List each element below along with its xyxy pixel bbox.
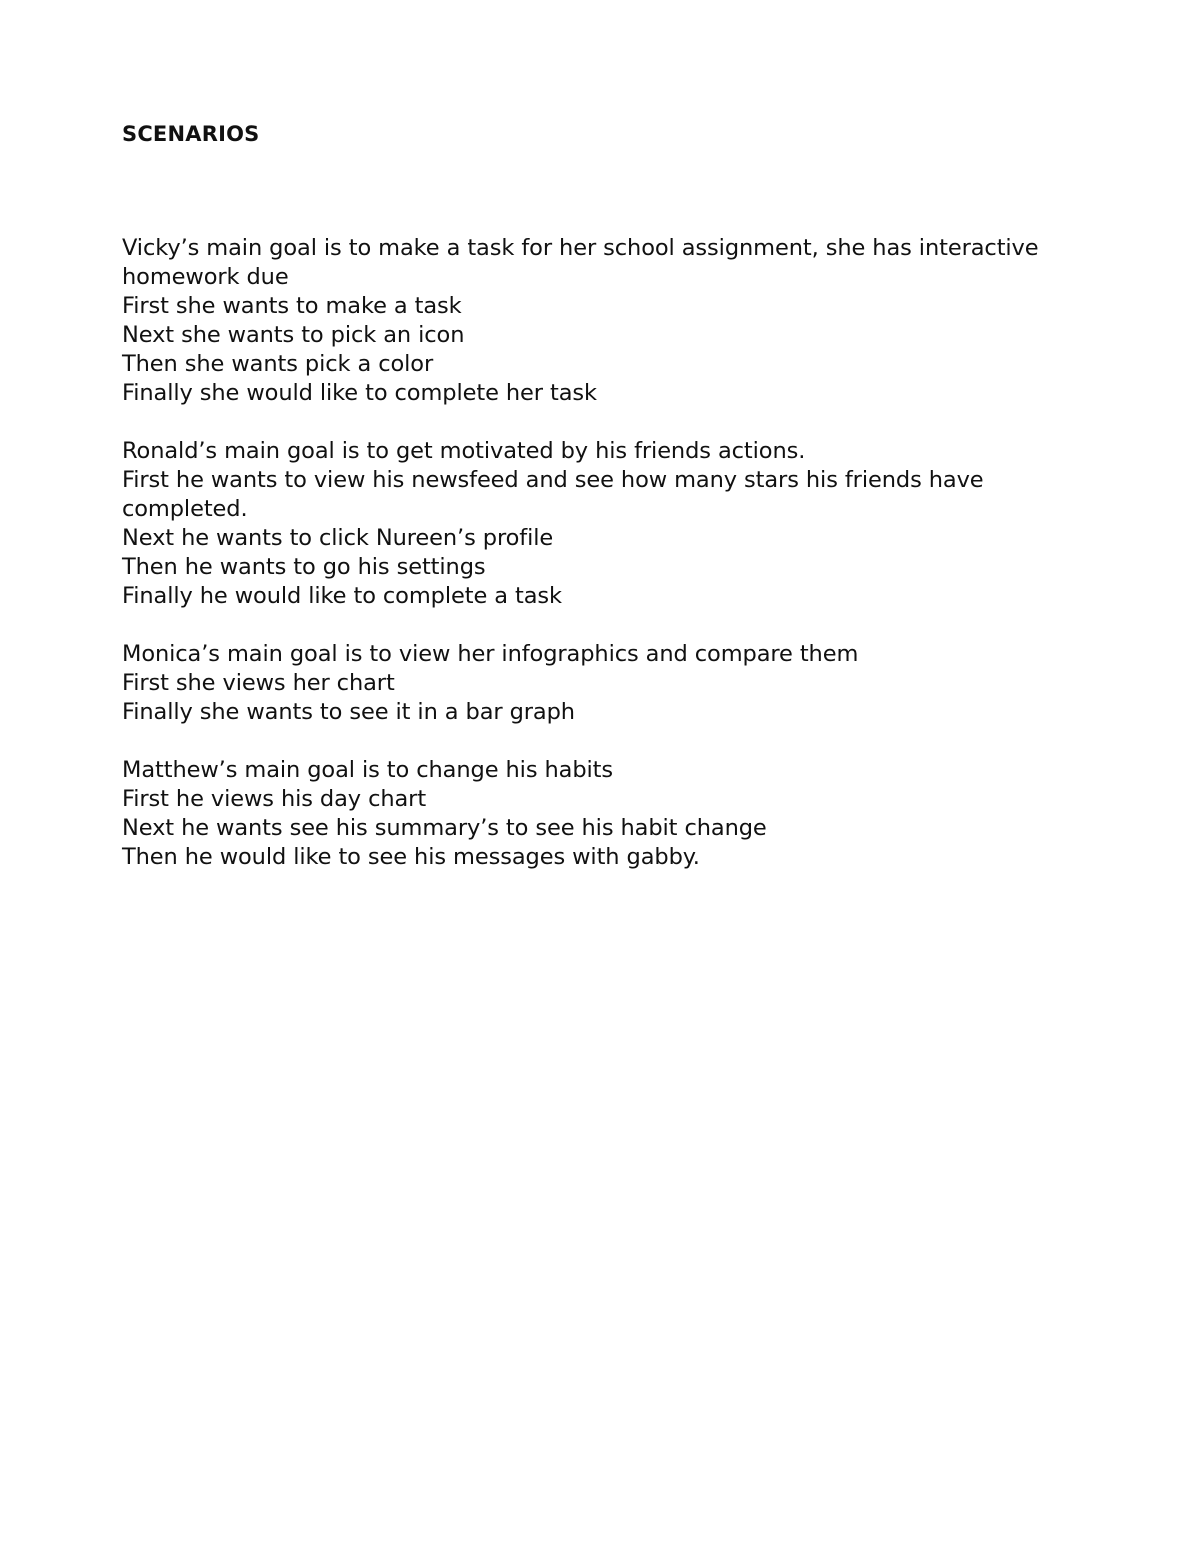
scenario-step: Next he wants see his summary’s to see his habit change [122, 815, 767, 841]
scenario-step: Then she wants pick a color [122, 351, 434, 377]
scenarios-body [122, 234, 1082, 901]
scenario-step: First he views his day chart [122, 786, 427, 812]
scenario-step: Then he would like to see his messages with gabby. [122, 844, 700, 870]
scenario-monica [122, 640, 1082, 727]
scenario-ronald [122, 437, 1082, 611]
scenario-step: Finally she would like to complete her task [122, 380, 597, 406]
scenario-step: First he wants to view his newsfeed and see how many stars his friends have completed. [122, 467, 984, 522]
scenario-step: Then he wants to go his settings [122, 554, 486, 580]
scenario-goal: Monica’s main goal is to view her infographics and compare them [122, 641, 859, 667]
scenario-step: Finally he would like to complete a task [122, 583, 562, 609]
scenario-goal: Matthew’s main goal is to change his habits [122, 757, 614, 783]
scenario-goal: Vicky’s main goal is to make a task for her school assignment, she has interactive homework due [122, 235, 1039, 290]
scenario-step: First she wants to make a task [122, 293, 462, 319]
scenario-step: Next she wants to pick an icon [122, 322, 465, 348]
scenario-vicky [122, 234, 1082, 408]
page-title: SCENARIOS [122, 122, 260, 146]
scenario-step: Next he wants to click Nureen’s profile [122, 525, 554, 551]
scenario-matthew [122, 756, 1082, 872]
scenario-step: First she views her chart [122, 670, 395, 696]
scenario-step: Finally she wants to see it in a bar graph [122, 699, 575, 725]
scenario-goal: Ronald’s main goal is to get motivated by his friends actions. [122, 438, 806, 464]
